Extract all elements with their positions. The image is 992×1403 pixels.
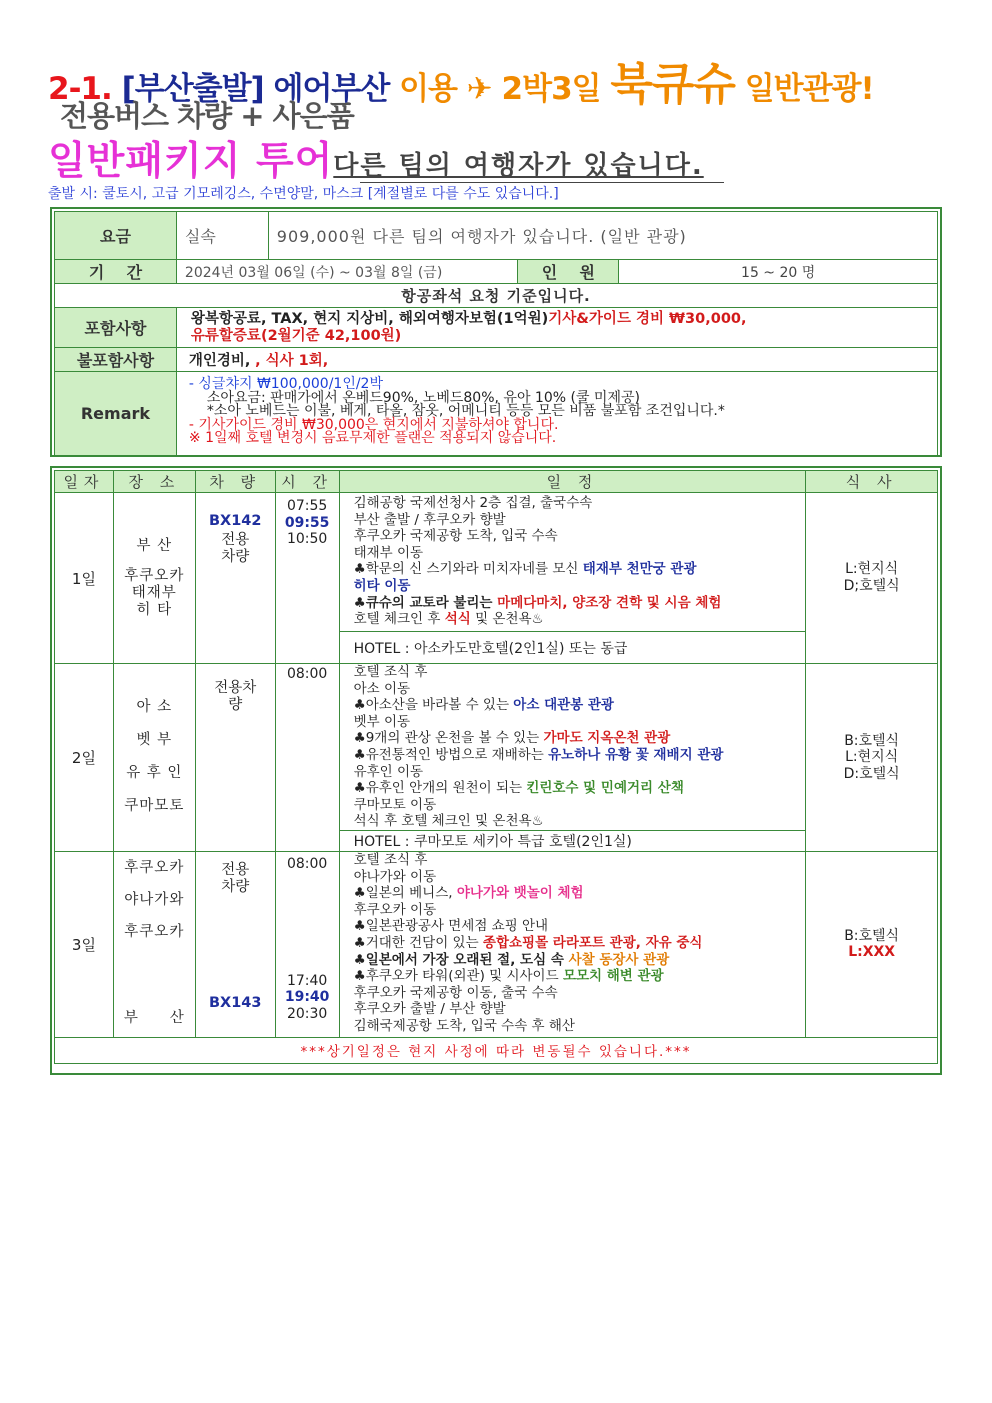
day1-itinerary [339,493,806,632]
day3-line: ♣일본관광공사 면세점 쇼핑 안내 [353,918,549,935]
day3-place-fukuoka: 후쿠오카 [124,859,185,876]
day3-flight: BX143 [208,994,262,1011]
remark-child-nobed: *소아 노베드는 이불, 베게, 타올, 잠옷, 어메니티 등등 모든 비품 불포함 조건입니다.* [206,403,725,419]
day1-place-hita: 히 타 [136,601,173,618]
tour-code: 2-1. [48,71,112,107]
day1-place-fukuoka: 후쿠오카 [124,568,185,585]
day2-highlight: 유노하나 유황 꽃 재배지 관광 [548,746,724,763]
day1-text: 및 온천욕♨ [470,611,544,628]
day3-line: 후쿠오카 이동 [353,901,437,918]
day2-label: 2일 [55,664,114,852]
day2-meal-dinner: D:호텔식 [843,765,900,782]
day2-text: ♣9개의 관상 온천을 볼 수 있는 [353,730,544,747]
day3-text: ♣후쿠오카 타워(외관) 및 시사이드 [353,968,563,985]
day3-meal-lunch: L:XXX [848,944,896,961]
day2-line [354,697,806,714]
tour-type-label: 일반관광! [744,71,874,107]
day1-line: 부산 출발 / 후쿠오카 향발 [353,511,506,528]
people-value: 15 ~ 20 명 [619,260,938,284]
day3-time-arrive: 20:30 [286,1005,328,1022]
day1-hotel: HOTEL : 아소카도만호텔(2인1실) 또는 동급 [339,632,806,664]
day3-text: ♣일본에서 가장 오래된 절, 도심 속 [353,951,569,968]
info-table [54,211,938,456]
day1-highlight: 마메다마치, 양조장 견학 및 시음 체험 [497,594,722,611]
day1-line [354,595,806,612]
day3-line: 김해국제공항 도착, 입국 수속 후 해산 [353,1017,575,1034]
day1-text: 호텔 체크인 후 [353,611,445,628]
day2-highlight: 킨린호수 및 민예거리 산책 [526,780,684,797]
included-items: 왕복항공료, TAX, 현지 지상비, 해외여행자보험(1억원) [190,310,549,327]
airline-label: 에어부산 [273,71,390,107]
day1-label: 1일 [55,493,114,664]
col-time: 시 간 [275,471,339,493]
day3-line: 후쿠오카 국제공항 이동, 출국 수속 [353,984,558,1001]
col-place: 장 소 [113,471,195,493]
people-label: 인 원 [518,260,619,284]
day3-highlight: 종합쇼핑몰 라라포트 관광 [482,934,636,951]
day1-place-dazaifu: 태재부 [131,585,177,601]
day2-text: ♣아소산을 바라볼 수 있는 [353,697,514,714]
day3-time-start: 08:00 [286,855,328,872]
day1-text: ♣학문의 신 스기와라 미치자네를 모신 [353,561,583,578]
day2-line: 유후인 이동 [353,763,424,780]
day1-vehicle [195,493,275,664]
remark-child-fee: 소아요금: 판매가에서 온베드90%, 노베드80%, 유아 10% (쿨 미제공) [206,389,640,406]
day3-vehicle-type: 전용 차량 [221,861,250,895]
day2-line: 아소 이동 [353,680,411,697]
duration-label: 이용 ✈ 2박3일 [399,71,601,107]
remark-hotel-change: ※ 1일째 호텔 변경시 음료무제한 플랜은 적용되지 않습니다. [188,430,557,446]
day3-line [354,885,806,902]
remark-value [176,372,937,456]
excluded-label: 불포함사항 [55,348,177,372]
col-itinerary: 일 정 [339,471,806,493]
day1-places [113,493,195,664]
subtitle: 전용버스 차량 + 사은품 [60,99,354,133]
col-meal: 식 사 [806,471,938,493]
day3-highlight: 야나가와 뱃놀이 체험 [456,885,584,902]
day2-places [113,664,195,852]
day1-highlight: 태재부 천만궁 관광 [582,561,697,578]
day1-place-busan: 부 산 [136,537,173,554]
day1-meal-dinner: D;호텔식 [843,578,900,594]
day3-line [354,952,806,969]
day3-highlight: 모모치 해변 관광 [562,968,664,985]
day3-line: 후쿠오카 출발 / 부산 향발 [353,1001,506,1018]
seat-note: 항공좌석 요청 기준입니다. [55,284,938,308]
departure-label: [부산출발] [121,71,264,107]
period-label: 기 간 [55,260,177,284]
fee-value: 909,000원 다른 팀의 여행자가 있습니다. (일반 관광) [268,212,937,260]
day3-line [354,968,806,985]
day1-row [55,493,938,632]
package-title: 일반패키지 투어 [48,139,334,184]
day1-times [275,493,339,664]
excluded-personal: 개인경비, [188,353,251,369]
included-value [176,308,937,348]
fee-label: 요금 [55,212,177,260]
day1-line [354,561,806,578]
day2-meal-lunch: L:현지식 [845,749,899,766]
excluded-meal: , 식사 1회, [255,353,329,369]
day1-time-meet: 07:55 [286,498,328,514]
day2-text: ♣유후인 안개의 원천이 되는 [353,780,527,797]
day2-place-kumamoto: 쿠마모토 [124,798,185,815]
day2-vehicle [195,664,275,852]
remark-guide-fee: - 기사가이드 경비 ₩30,000은 현지에서 지불하셔야 합니다. [188,416,559,433]
day2-highlight: 가마도 지옥온천 관광 [543,730,671,747]
package-note: 다른 팀의 여행자가 있습니다. [333,151,704,181]
period-value: 2024년 03월 06일 (수) ~ 03월 8일 (금) [176,260,518,284]
day1-line: 태재부 이동 [353,544,424,561]
fuel-surcharge: 유류할증료(2월기준 42,100원) [190,327,402,344]
day2-place-yufuin: 유 후 인 [126,765,183,782]
day1-line: 후쿠오카 국제공항 도착, 입국 수속 [353,528,558,545]
day1-text: ♣큐슈의 교토라 불리는 [353,594,498,611]
day3-line: 호텔 조식 후 [353,851,428,868]
day3-text: ♣거대한 건담이 있는 [353,934,483,951]
day1-time-depart: 09:55 [284,514,330,531]
day3-label: 3일 [55,851,114,1037]
day3-meals [806,851,938,1037]
day3-places [113,851,195,1037]
day3-row [55,851,938,1037]
day2-place-beppu: 벳 부 [136,732,173,749]
day1-line [354,611,806,628]
day2-line: 석식 후 호텔 체크인 및 온천욕♨ [353,813,544,830]
day2-line: 쿠마모토 이동 [353,796,437,813]
col-vehicle: 차 량 [195,471,275,493]
day3-highlight: 사찰 동장사 관광 [568,951,670,968]
remark-single-charge: - 싱글챠지 ₩100,000/1인/2박 [188,376,383,392]
excluded-value [176,348,937,372]
day1-line: 김해공항 국제선청사 2층 집결, 출국수속 [353,495,593,511]
day3-itinerary [339,851,806,1037]
day2-time: 08:00 [275,664,339,852]
day2-line [354,780,806,797]
day3-text: ♣일본의 베니스, [353,885,457,902]
day2-meals [806,664,938,852]
day2-itinerary [339,664,806,831]
day2-line: 벳부 이동 [353,713,411,730]
day2-place-aso: 아 소 [136,699,173,716]
day1-time-arrive: 10:50 [286,531,328,548]
day3-time-depart: 19:40 [284,989,330,1006]
day1-meals [806,493,938,664]
package-line [48,130,704,186]
schedule-footer-note: ***상기일정은 현지 사정에 따라 변동될수 있습니다.*** [55,1037,938,1063]
day1-vehicle-type: 전용 차량 [221,531,250,565]
remark-label: Remark [55,372,177,456]
day2-hotel: HOTEL : 쿠마모토 세키아 특급 호텔(2인1실) [339,830,806,851]
day3-line [354,935,806,952]
day1-highlight: 석식 [444,611,471,628]
day2-text: ♣유전통적인 방법으로 재배하는 [353,746,549,763]
schedule-table [54,470,938,1064]
day2-row [55,664,938,831]
day3-place-yanagawa: 야나가와 [124,891,185,908]
fee-type: 실속 [176,212,268,260]
day3-meal-breakfast: B:호텔식 [844,927,900,944]
day3-place-fukuoka2: 후쿠오카 [124,923,185,940]
day1-meal-lunch: L:현지식 [845,561,899,578]
day3-times [275,851,339,1037]
day2-meal-breakfast: B:호텔식 [844,732,900,749]
included-label: 포함사항 [55,308,177,348]
day3-time-airport: 17:40 [286,972,328,989]
day2-line [354,747,806,764]
departure-gifts: 출발 시: 쿨토시, 고급 기모레깅스, 수면양말, 마스크 [계절별로 다를 수도 있습니다.] [48,186,559,202]
day1-flight: BX142 [208,513,262,529]
day3-line: 야나가와 이동 [353,868,437,885]
day3-place-busan: 부 산 [123,1009,185,1026]
day1-line: 히타 이동 [353,577,411,594]
day2-vehicle-type: 전용차량 [214,680,257,713]
day2-highlight: 아소 대관봉 관광 [513,697,614,714]
day3-vehicle [195,851,275,1037]
day2-line: 호텔 조식 후 [353,664,428,680]
col-day: 일자 [55,471,114,493]
guide-fee: 기사&가이드 경비 ₩30,000, [548,310,747,327]
day2-line [354,730,806,747]
destination-label: 북큐슈 [610,59,735,110]
day3-highlight: , 자유 중식 [635,934,703,951]
